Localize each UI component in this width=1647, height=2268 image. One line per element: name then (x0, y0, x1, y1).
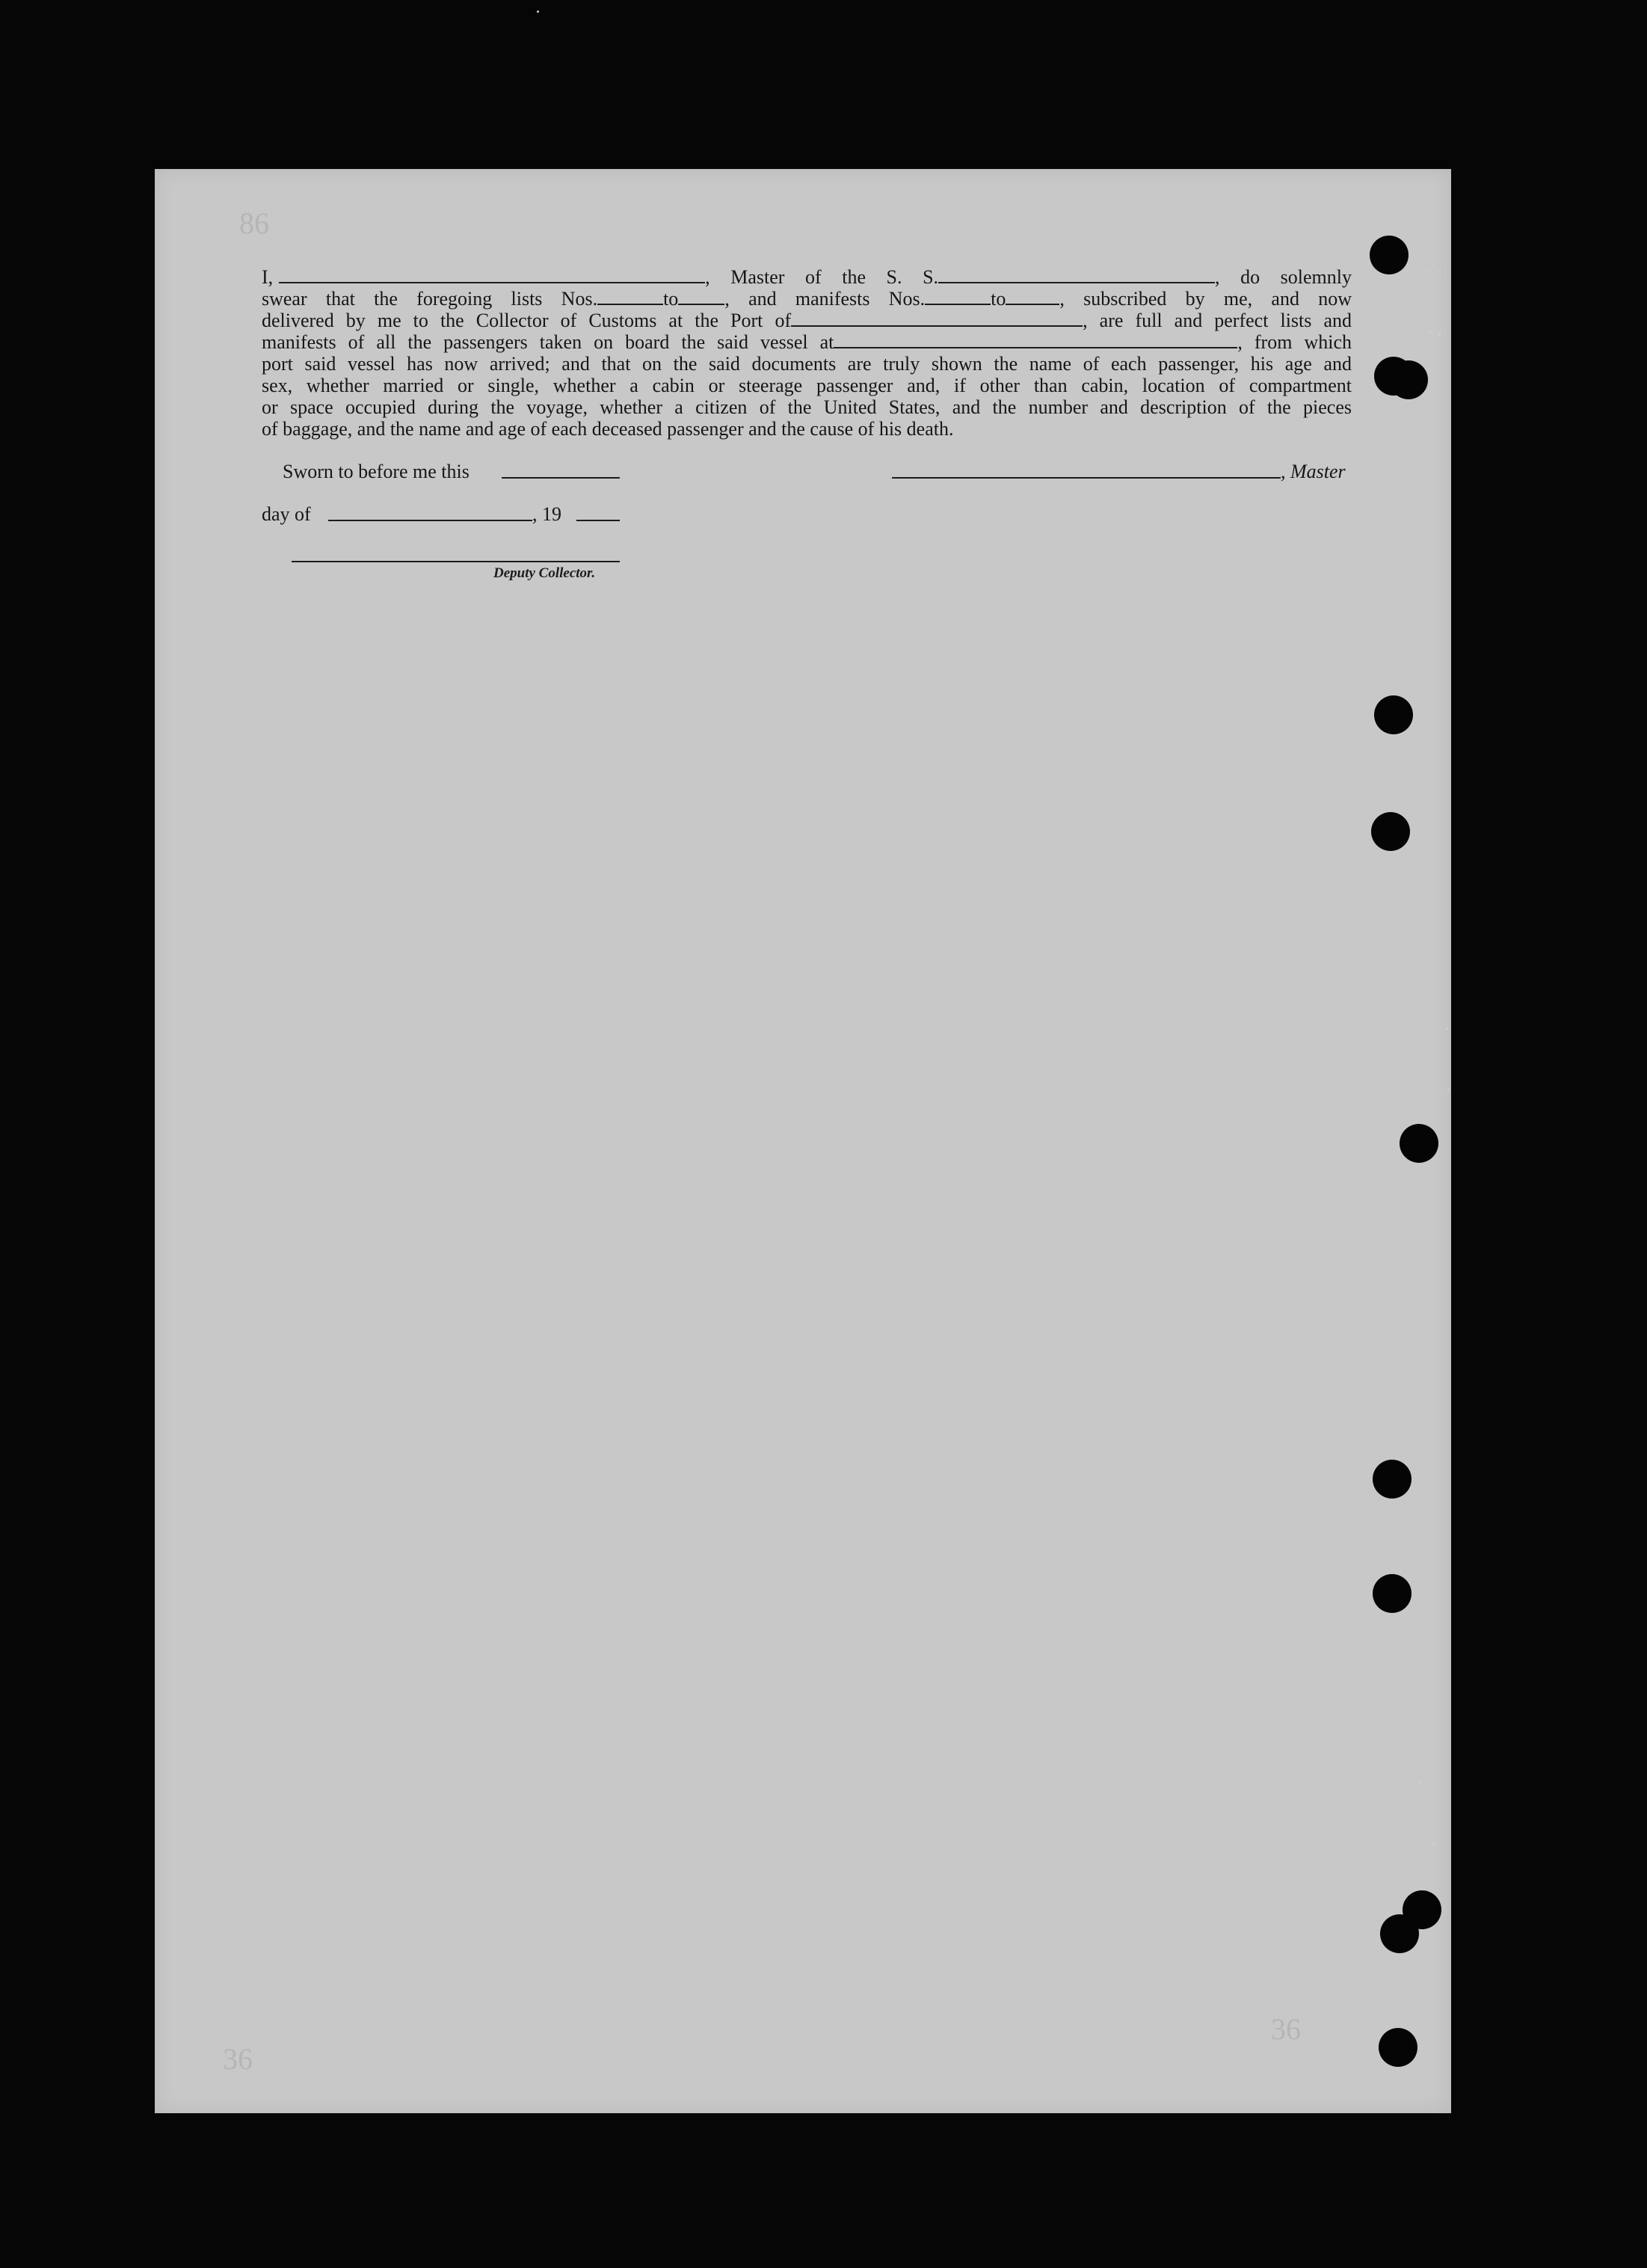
oath-line-4: manifests of all the passengers taken on board the said vessel at , from which (262, 331, 1352, 353)
manifests-to-field[interactable] (1006, 289, 1059, 305)
binder-hole-6 (1373, 1460, 1412, 1499)
ship-name-field[interactable] (938, 267, 1215, 283)
oath-line-5: port said vessel has now arrived; and that on the said documents are truly shown the name of each passenger, his age and (262, 353, 1352, 375)
oath-line-6: sex, whether married or single, whether a cabin or steerage passenger and, if other than cabin, location of compartment (262, 375, 1352, 396)
sworn-date-field[interactable] (502, 477, 620, 479)
dust-speck (1422, 1847, 1424, 1849)
bleed-through-number-bottom-right: 36 (1271, 2012, 1301, 2046)
dust-speck (1429, 331, 1432, 333)
oath-paragraph (262, 266, 1352, 440)
master-signature-line[interactable] (892, 477, 1281, 479)
lists-to-field[interactable] (678, 289, 724, 305)
dust-speck (1446, 1027, 1448, 1030)
binder-hole-5 (1400, 1124, 1438, 1163)
manifests-from-field[interactable] (925, 289, 991, 305)
dust-speck (1431, 1777, 1433, 1779)
oath-line-3: delivered by me to the Collector of Customs at the Port of , are full and perfect lists and (262, 310, 1352, 331)
binder-hole-10 (1379, 2028, 1417, 2067)
dust-speck (1447, 1089, 1450, 1091)
day-month-field[interactable] (328, 520, 532, 521)
binder-hole-1 (1370, 236, 1409, 274)
dust-speck (1438, 271, 1441, 273)
binder-hole-4 (1371, 812, 1410, 851)
port-field[interactable] (791, 310, 1083, 327)
deputy-signature-line[interactable] (292, 561, 620, 562)
day-label: day of (262, 503, 311, 525)
binder-hole-9 (1380, 1914, 1419, 1953)
oath-line-7: or space occupied during the voyage, whether a citizen of the United States, and the number and description of the pieces (262, 396, 1352, 418)
binder-hole-3 (1374, 695, 1413, 734)
sworn-label: Sworn to before me this (283, 461, 470, 482)
dust-speck (1428, 269, 1430, 271)
master-name-field[interactable] (279, 267, 705, 283)
bleed-through-number-bottom-left: 36 (223, 2042, 253, 2076)
bleed-through-number-top: 86 (239, 206, 269, 240)
oath-line-2: swear that the foregoing lists Nos. to , and manifests Nos. to , subscribed by me, and now (262, 288, 1352, 310)
year-label: , 19 (532, 503, 561, 525)
dust-speck (537, 10, 539, 13)
dust-speck (1419, 1781, 1421, 1783)
master-label: , Master (1281, 461, 1346, 482)
binder-hole-2b (1389, 360, 1428, 399)
year-field[interactable] (576, 520, 620, 521)
deputy-collector-label: Deputy Collector. (493, 565, 596, 581)
dust-speck (1432, 1843, 1435, 1845)
binder-hole-7 (1373, 1574, 1412, 1613)
lists-from-field[interactable] (597, 289, 663, 305)
dust-speck (1438, 334, 1441, 336)
oath-line-8: of baggage, and the name and age of each deceased passenger and the cause of his death. (262, 418, 954, 440)
oath-line-1: I, , Master of the S. S. , do solemnly (262, 266, 1352, 288)
departure-port-field[interactable] (834, 332, 1237, 348)
